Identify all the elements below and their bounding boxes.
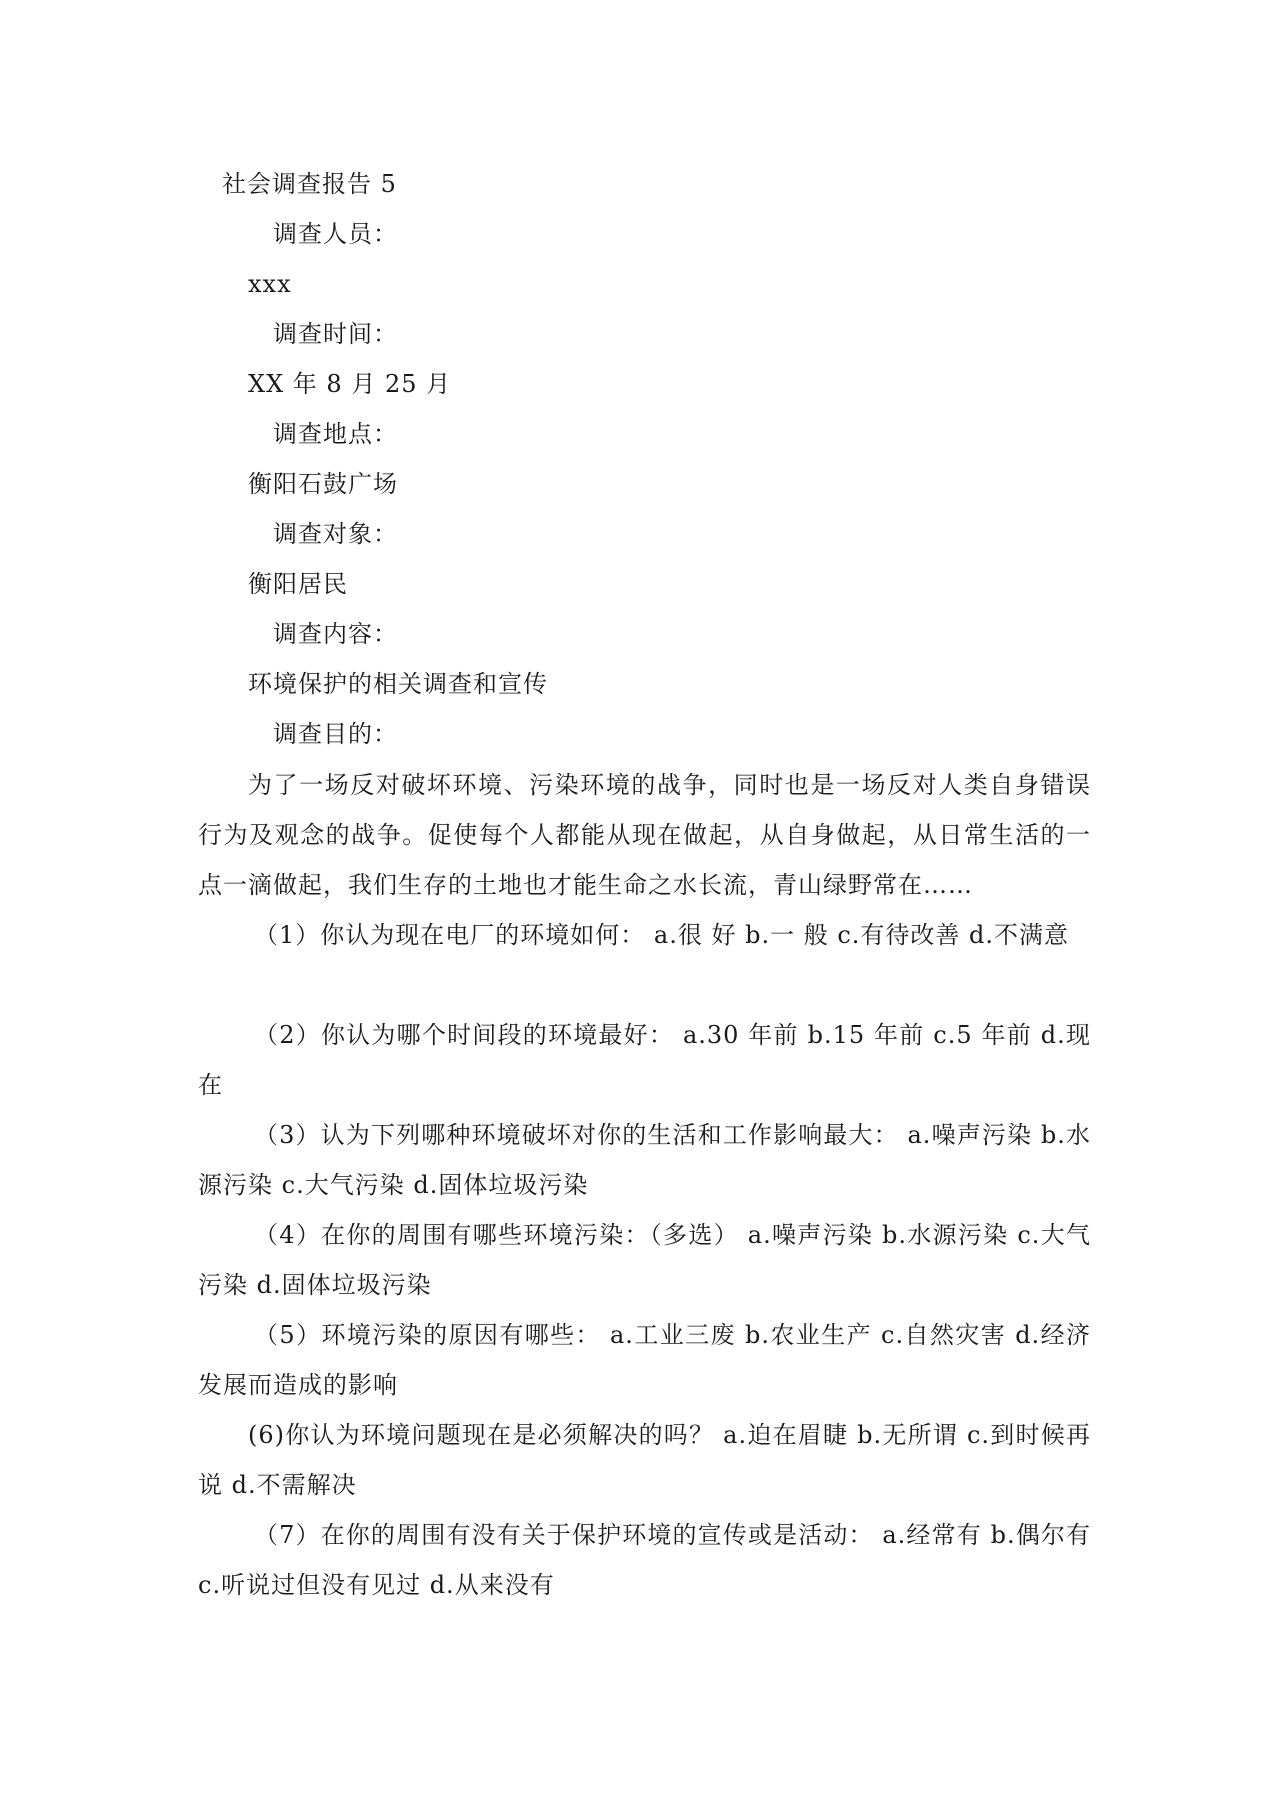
field-label-investigators: 调查人员： — [273, 220, 398, 248]
question-7: （7）在你的周围有没有关于保护环境的宣传或是活动： a.经常有 b.偶尔有 c.听说过但没有见过 d.从来没有 — [198, 1521, 1091, 1599]
question-1: （1）你认为现在电厂的环境如何： a.很 好 b.一 般 c.有待改善 d.不满意 — [254, 921, 1070, 949]
question-2: （2）你认为哪个时间段的环境最好： a.30 年前 b.15 年前 c.5 年前 d.现在 — [198, 1021, 1091, 1099]
document-title: 社会调查报告 5 — [222, 170, 397, 198]
field-value-content: 环境保护的相关调查和宣传 — [248, 670, 548, 698]
field-value-time: XX 年 8 月 25 月 — [248, 370, 452, 398]
question-5: （5）环境污染的原因有哪些： a.工业三废 b.农业生产 c.自然灾害 d.经济发展而造成的影响 — [198, 1321, 1091, 1399]
field-label-time: 调查时间： — [273, 320, 398, 348]
question-3: （3）认为下列哪种环境破坏对你的生活和工作影响最大： a.噪声污染 b.水源污染 c.大气污染 d.固体垃圾污染 — [198, 1121, 1091, 1199]
field-value-location: 衡阳石鼓广场 — [248, 470, 398, 498]
field-label-subjects: 调查对象： — [273, 520, 398, 548]
purpose-paragraph: 为了一场反对破坏环境、污染环境的战争，同时也是一场反对人类自身错误行为及观念的战争。促使每个人都能从现在做起，从自身做起，从日常生活的一点一滴做起，我们生存的土地也才能生命之水长流，青山绿野常在…… — [198, 771, 1091, 899]
field-label-location: 调查地点： — [273, 420, 398, 448]
question-6: (6)你认为环境问题现在是必须解决的吗？ a.迫在眉睫 b.无所谓 c.到时候再说 d.不需解决 — [198, 1421, 1091, 1499]
field-value-investigators: xxx — [248, 270, 292, 298]
field-label-purpose: 调查目的： — [273, 720, 398, 748]
question-4: （4）在你的周围有哪些环境污染：（多选） a.噪声污染 b.水源污染 c.大气污染 d.固体垃圾污染 — [198, 1221, 1091, 1299]
field-value-subjects: 衡阳居民 — [248, 570, 348, 598]
field-label-content: 调查内容： — [273, 620, 398, 648]
